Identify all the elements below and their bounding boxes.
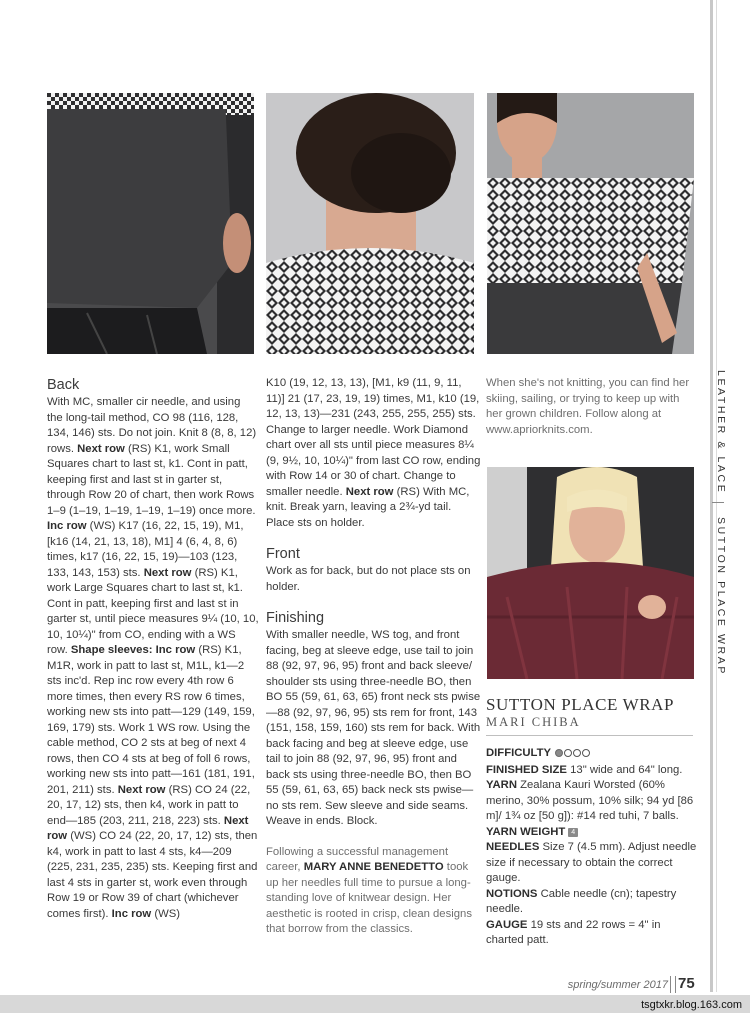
difficulty-dot-icon (564, 749, 572, 757)
yarn-weight-line: YARN WEIGHT 4 (486, 825, 698, 841)
yarn-line: YARN Zealana Kauri Worsted (60% merino, 30% possum, 10% silk; 94 yd [86 m]/ 1¾ oz [50 g]): #14 red tuhi, 7 balls. (486, 779, 694, 822)
needles-line: NEEDLES Size 7 (4.5 mm). Adjust needle size if necessary to obtain the correct gauge. (486, 841, 697, 884)
page-number: 75 (678, 975, 695, 992)
page-edge-line (716, 0, 717, 992)
bottom-bar (0, 995, 750, 1013)
instructions-column-3 (486, 376, 698, 949)
sidebar-divider (712, 502, 724, 503)
instructions-column-1 (47, 376, 259, 922)
finishing-instructions: With smaller needle, WS tog, and front facing, beg at sleeve edge, use tail to join 88 (92, 97, 96, 95) front and back sleeve/ shoulder sts using three-needle BO, then BO 55 (59, 61, 63, 65) front neck sts pwise—88 (92, 97, 96, 95) sts rem for front, 143 (151, 158, 159, 160) sts rem for back. With back facing and beg at sleeve edge, use tail to join 88 (92, 97, 96, 95) front and back sts using three-needle BO, then BO 55 (59, 61, 63, 65) back neck sts pwise—no sts rem. Sew sleeve and side seams. Weave in ends. Block. (266, 629, 481, 827)
designer-name: MARI CHIBA (486, 715, 693, 736)
difficulty-line: DIFFICULTY (486, 746, 698, 763)
difficulty-dot-icon (582, 749, 590, 757)
section-label-sutton-place-wrap: SUTTON PLACE WRAP (715, 517, 727, 676)
yarn-weight-icon: 4 (568, 828, 578, 837)
page-edge-strip (710, 0, 713, 992)
difficulty-dot-icon (555, 749, 563, 757)
back-instructions: With MC, smaller cir needle, and using the long-tail method, CO 98 (116, 128, 134, 146) sts. Do not join. Knit 8 (8, 8, 12) rows. Next row (RS) K1, work Small Squares chart to last st, k1. Cont in patt, keeping first and last st in garter st, through Row 20 of chart, then work Rows 1–9 (1–19, 1–19, 1–19, 1–19) once more. Inc row (WS) K17 (16, 22, 15, 19), M1, [k16 (14, 21, 13, 18), M1] 4 (6, 4, 8, 6) times, k17 (16, 22, 15, 19)—103 (123, 133, 143, 153) sts. Next row (RS) K1, work Large Squares chart to last st, k1. Cont in patt, keeping first and last st in garter st, until piece measures 9¼ (10, 10, 10, 10¼)" from CO, ending with a WS row. Shape sleeves: Inc row (RS) K1, M1R, work in patt to last st, M1L, k1—2 sts inc'd. Rep inc row every 4th row 6 more times, then every RS row 6 times, working new sts into patt—129 (149, 159, 169, 179) sts. Work 1 WS row. Using the cable method, CO 2 sts at beg of next 4 rows, then CO 4 sts at beg of foll 6 rows, working new sts into patt—161 (181, 191, 201, 211) sts. Next row (RS) CO 24 (22, 20, 17, 12) sts, then k4, work in patt to end—185 (203, 211, 218, 223) sts. Next row (WS) CO 24 (22, 20, 17, 12) sts, then k4, work in patt to last 4 sts, k4—209 (225, 231, 235, 235) sts. Keeping first and last 4 sts in garter st, work even through Row 19 or Row 39 of chart (whichever comes first). Inc row (WS) (47, 396, 259, 920)
issue-label: spring/summer 2017 (567, 979, 668, 991)
designer-bio-cont: When she's not knitting, you can find her skiing, sailing, or trying to keep up with her grown children. Follow along at www.apriorknits.com. (486, 377, 690, 436)
back-heading: Back (47, 377, 80, 393)
pattern-title: SUTTON PLACE WRAP (486, 695, 675, 714)
back-instructions-cont: K10 (19, 12, 13, 13), [M1, k9 (11, 9, 11, 11)] 21 (17, 23, 19, 19) times, M1, k10 (19, 12, 13, 13)—231 (243, 255, 255, 255) sts. Change to larger needle. Work Diamond chart over all sts until piece measures 8¼ (9, 9½, 10, 10¼)" from last CO row, ending with Row 14 or 30 of chart. Change to smaller needle. Next row (RS) With MC, knit. Break yarn, leaving a 2¾-yd tail. Place sts on holder. (266, 377, 481, 529)
section-label-leather-lace: LEATHER & LACE (715, 370, 727, 495)
notions-line: NOTIONS Cable needle (cn); tapestry needle. (486, 887, 677, 915)
difficulty-dot-icon (573, 749, 581, 757)
finishing-heading: Finishing (266, 610, 325, 626)
model-front-photo (487, 93, 694, 354)
instructions-column-2 (266, 376, 481, 938)
watermark: tsgtxkr.blog.163.com (641, 999, 742, 1011)
finished-size-line: FINISHED SIZE 13" wide and 64" long. (486, 763, 683, 776)
front-heading: Front (266, 546, 300, 562)
front-instructions: Work as for back, but do not place sts on holder. (266, 565, 471, 593)
model-back-photo (266, 93, 474, 354)
footer-separator (670, 976, 676, 993)
gauge-line: GAUGE 19 sts and 22 rows = 4" in charted patt. (486, 918, 661, 946)
difficulty-rating-icon (555, 747, 591, 763)
sweater-back-photo (47, 93, 254, 354)
designer-bio: Following a successful management career, MARY ANNE BENEDETTO took up her needles full time to pursue a long-standing love of knitwear design. Her aesthetic is rooted in crisp, clean designs that borrow from the classics. (266, 845, 472, 935)
